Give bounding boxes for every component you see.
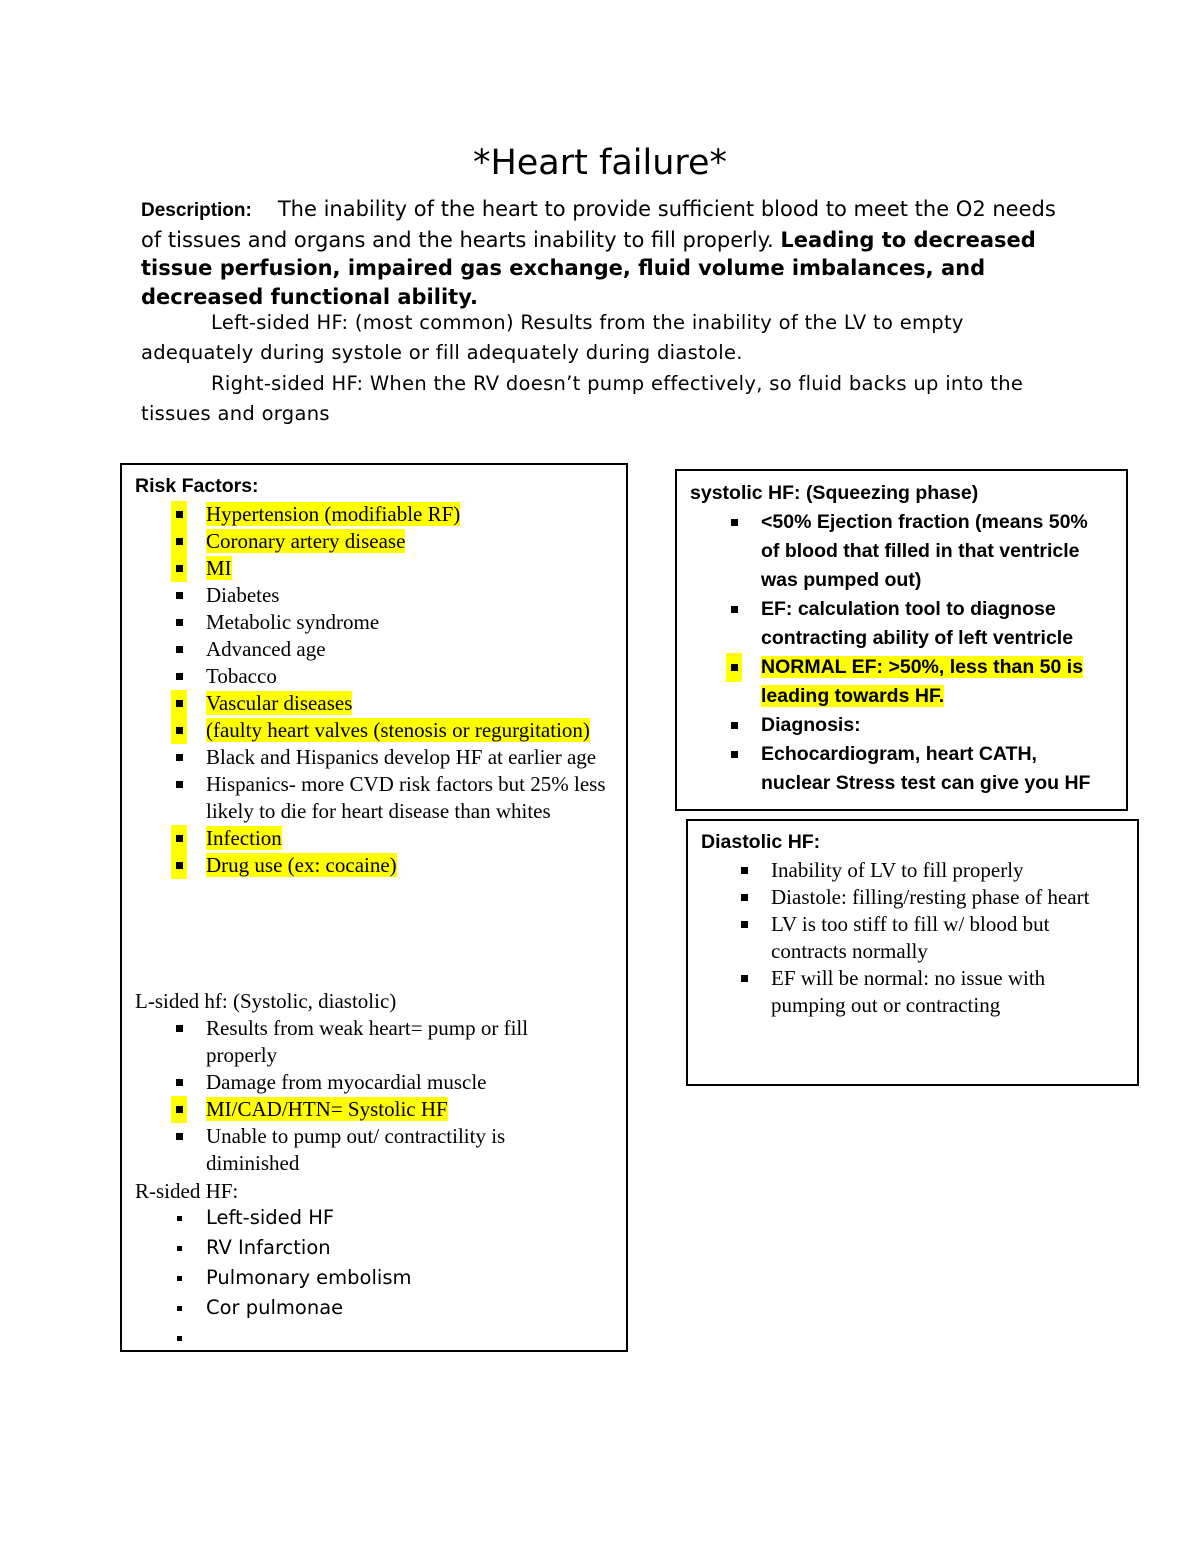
list-item: Inability of LV to fill properly (771, 857, 1116, 884)
list-item: Diabetes (206, 582, 616, 609)
list-item: LV is too stiff to fill w/ blood but contracts normally (771, 911, 1116, 965)
list-item: Black and Hispanics develop HF at earlier age (206, 744, 616, 771)
description-text-2: Leading to decreased tissue perfusion, impaired gas exchange, fluid volume imbalances, and decreased functional ability. (141, 227, 1036, 309)
list-item: Metabolic syndrome (206, 609, 616, 636)
description-text-1: The inability of the heart to provide sufficient blood to meet the O2 needs of tissues and organs and the hearts inability to fill properly. (141, 197, 1056, 252)
list-item: Echocardiogram, heart CATH, nuclear Stress test can give you HF (761, 740, 1106, 798)
list-item: Vascular diseases (206, 690, 616, 717)
list-item: EF will be normal: no issue with pumping out or contracting (771, 965, 1116, 1019)
l-sided-list (206, 1015, 601, 1177)
list-item: Infection (206, 825, 616, 852)
systolic-list (761, 508, 1106, 798)
list-item: Results from weak heart= pump or fill properly (206, 1015, 601, 1069)
list-item: Advanced age (206, 636, 616, 663)
list-item: MI (206, 555, 616, 582)
list-item: RV Infarction (206, 1233, 601, 1263)
list-item: Tobacco (206, 663, 616, 690)
risk-factors-list (206, 501, 616, 879)
diastolic-heading: Diastolic HF: (701, 831, 821, 853)
description-label: Description: (141, 200, 252, 221)
list-item: Drug use (ex: cocaine) (206, 852, 616, 879)
list-item: NORMAL EF: >50%, less than 50 is leading towards HF. (761, 653, 1106, 711)
right-sided-paragraph (141, 369, 1061, 429)
list-item: Hypertension (modifiable RF) (206, 501, 616, 528)
r-sided-heading: R-sided HF: (135, 1179, 239, 1203)
left-sided-text: Left-sided HF: (most common) Results from the inability of the LV to empty adequately during systole or fill adequately during diastole. (141, 311, 964, 364)
list-item: Diastole: filling/resting phase of heart (771, 884, 1116, 911)
list-item: Pulmonary embolism (206, 1263, 601, 1293)
list-item: Left-sided HF (206, 1203, 601, 1233)
left-sided-paragraph (141, 308, 1061, 368)
risk-factors-heading: Risk Factors: (135, 475, 259, 497)
list-item: Damage from myocardial muscle (206, 1069, 601, 1096)
list-item (206, 1323, 601, 1353)
list-item: MI/CAD/HTN= Systolic HF (206, 1096, 601, 1123)
l-sided-heading: L-sided hf: (Systolic, diastolic) (135, 989, 397, 1013)
description (141, 195, 1061, 311)
page-title: *Heart failure* (472, 143, 728, 183)
list-item: (faulty heart valves (stenosis or regurgitation) (206, 717, 616, 744)
list-item: <50% Ejection fraction (means 50% of blood that filled in that ventricle was pumped out) (761, 508, 1106, 595)
diastolic-list (771, 857, 1116, 1019)
right-sided-text: Right-sided HF: When the RV doesn’t pump effectively, so fluid backs up into the tissues and organs (141, 372, 1024, 425)
list-item: Diagnosis: (761, 711, 1106, 740)
systolic-heading: systolic HF: (Squeezing phase) (690, 482, 979, 504)
list-item: Unable to pump out/ contractility is diminished (206, 1123, 601, 1177)
list-item: Hispanics- more CVD risk factors but 25% less likely to die for heart disease than whites (206, 771, 616, 825)
list-item: Cor pulmonae (206, 1293, 601, 1323)
r-sided-list (206, 1203, 601, 1353)
list-item: Coronary artery disease (206, 528, 616, 555)
list-item: EF: calculation tool to diagnose contracting ability of left ventricle (761, 595, 1106, 653)
